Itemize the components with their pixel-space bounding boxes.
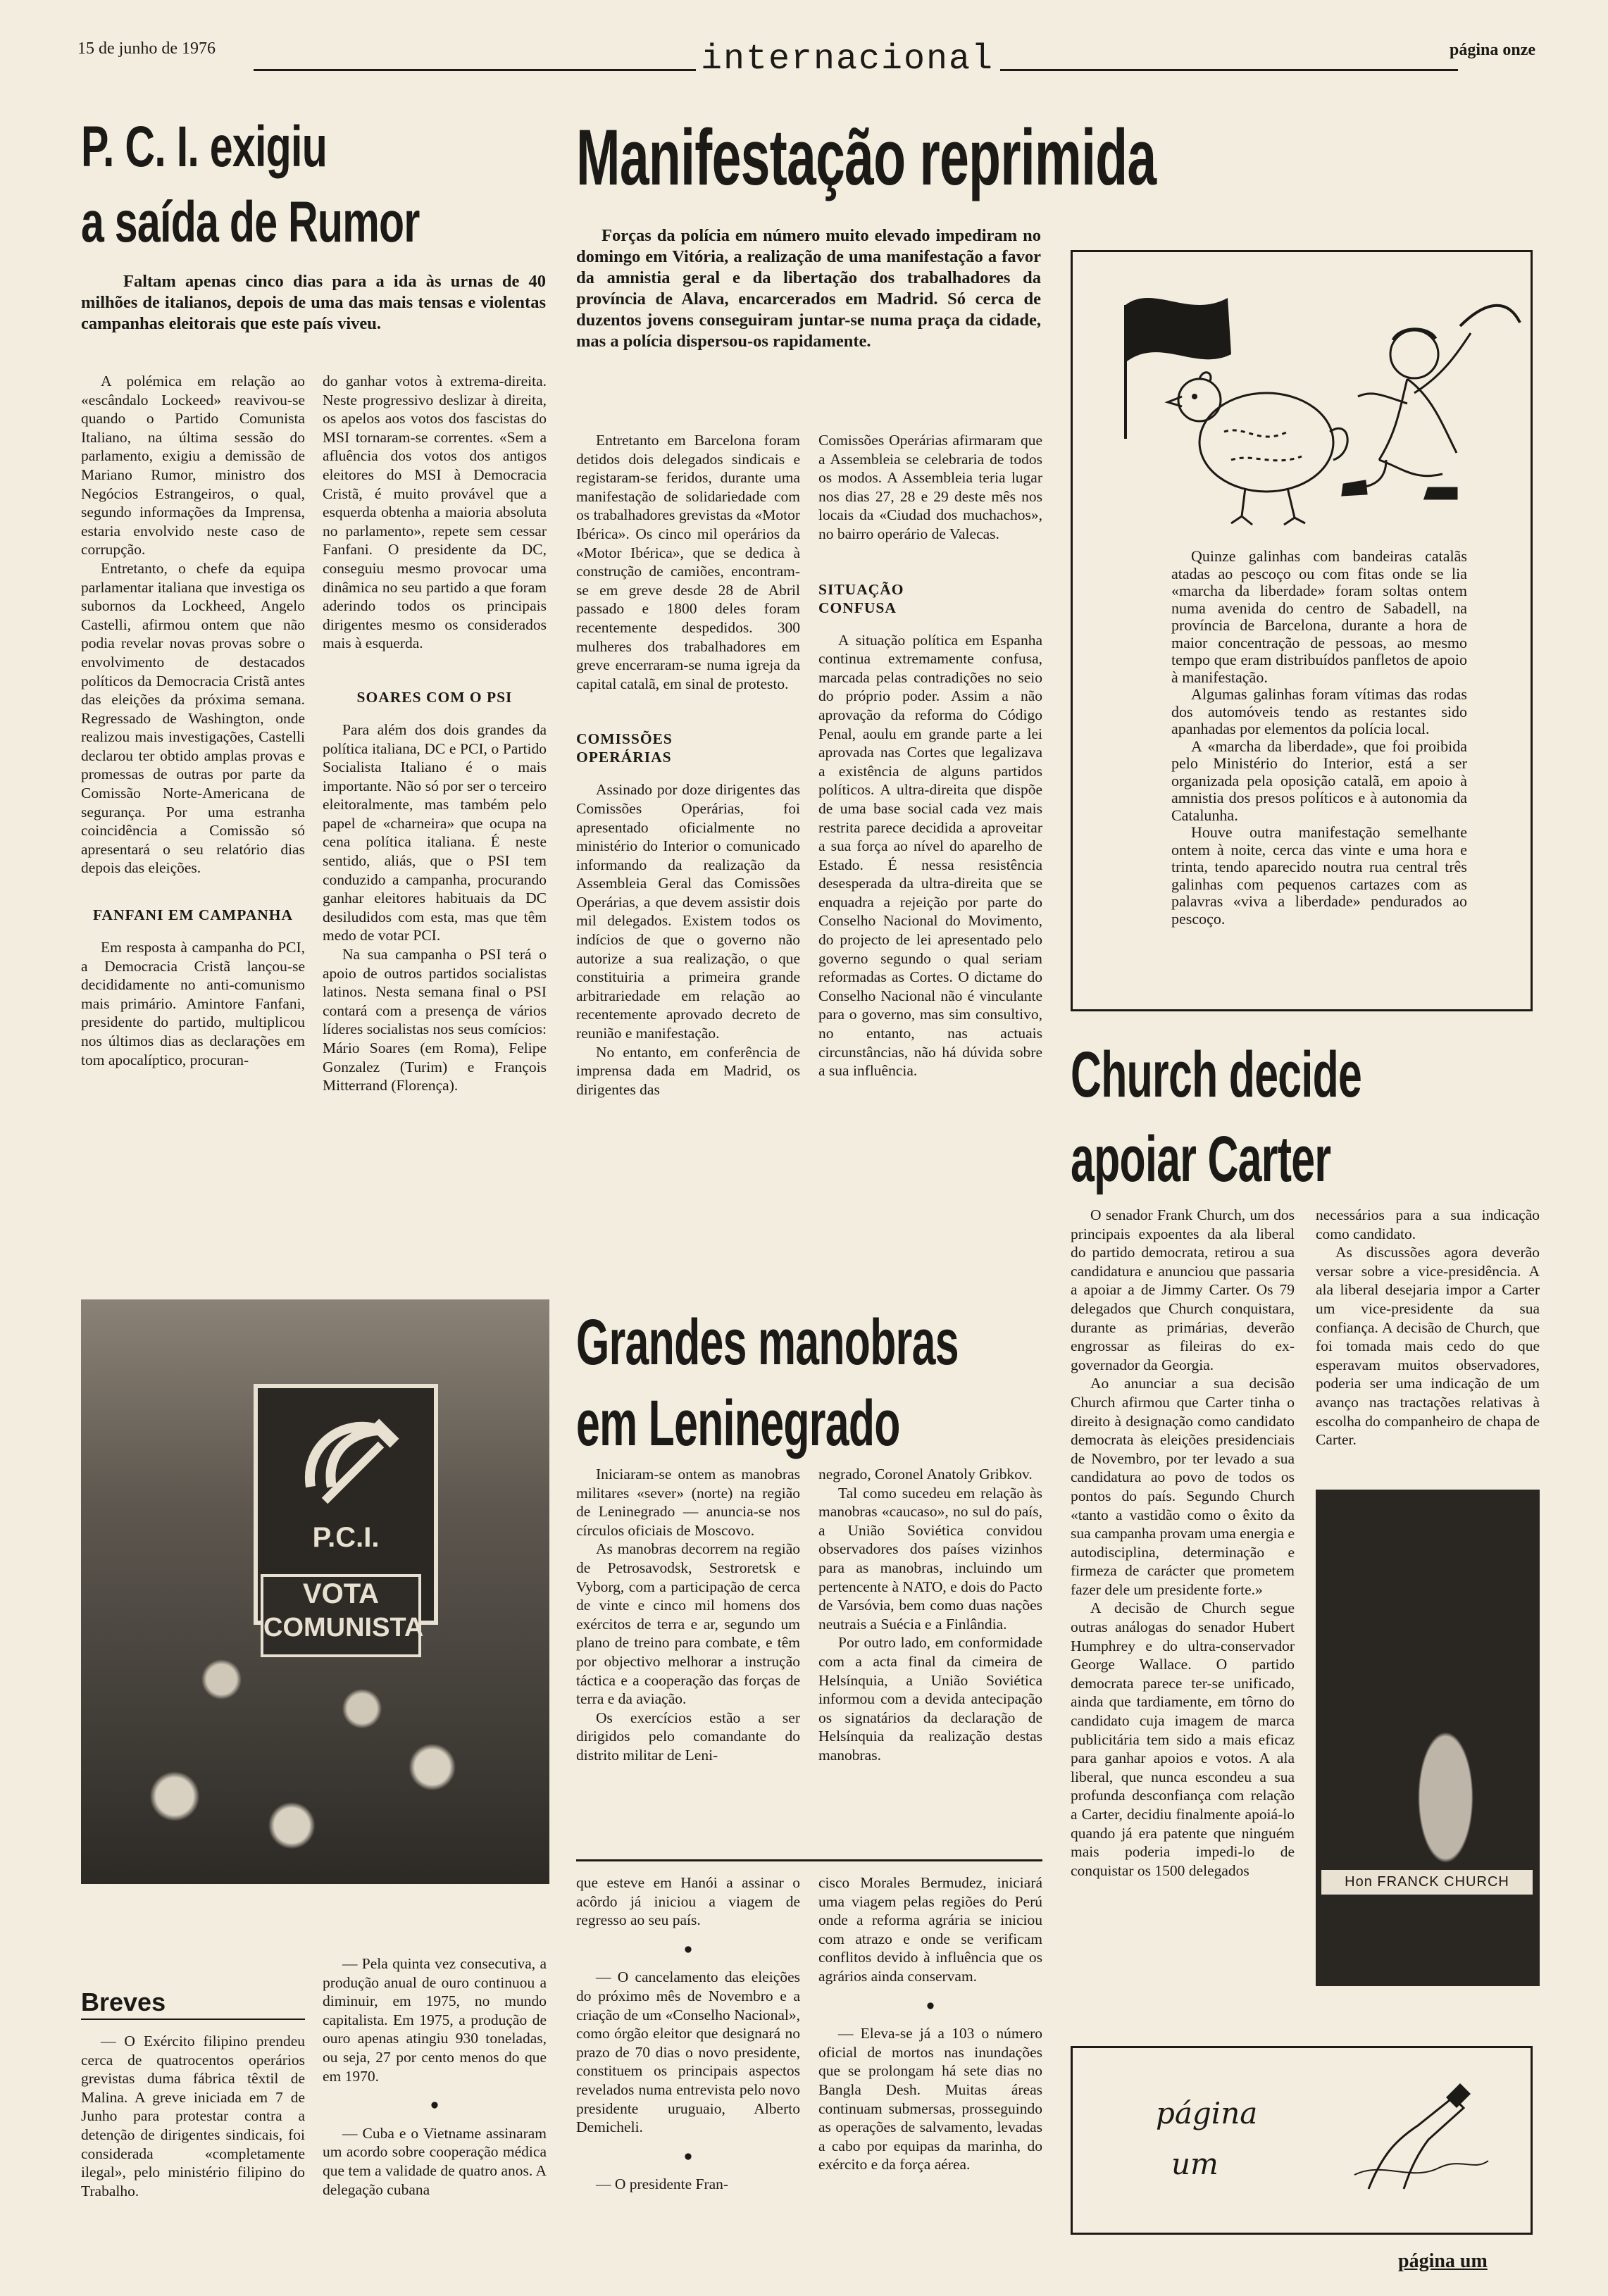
breves-rule bbox=[81, 2019, 305, 2020]
paragraph: do ganhar votos à extrema-direita. Neste progressivo deslizar à direita, os apelos aos votos dos fascistas do MSI tornaram-se correntes. «Sem a afluência dos votos dos antigos eleitores do MSI à Democracia Cristã, é muito provável que a esquerda obtenha a maioria absoluta no parlamento», repete sem cessar Fanfani. O presidente da DC, conseguiu mesmo provocar uma dinâmica no seu partido a que foram aderindo todos os principais dirigentes mesmo os considerados mais à esquerda. bbox=[323, 373, 547, 652]
church-column-1 bbox=[1071, 1206, 1295, 1880]
paragraph: — O cancelamento das eleições do próximo mês de Novembro e a criação de um «Conselho Nacional», como órgão eleitor que designará no prazo de 70 dias o novo presidente, constituem os principais aspectos revelados numa entrevista pelo novo presidente uruguaio, Alberto Demicheli. bbox=[576, 1969, 800, 2136]
paragraph: Ao anunciar a sua decisão Church afirmou que Carter tinha o direito à designação como candidato democrata às eleições presidenciais de Novembro, por ter levado a sua candidatura ao povo de todos os pontos do país. Segundo Church «tanto a vastidão como o êxito da sua campanha provam uma energia e autodisciplina, determinação e firmeza de carácter que prometem fazer dele um presidente forte.» bbox=[1071, 1375, 1295, 1598]
separator: ● bbox=[430, 2096, 440, 2114]
pci-title-line2: a saída de Rumor bbox=[81, 190, 420, 254]
pagina-um-box bbox=[1071, 2046, 1533, 2235]
manif-column-1 bbox=[576, 431, 800, 1099]
hammer-sickle-icon bbox=[275, 1402, 416, 1522]
paragraph: Comissões Operárias afirmaram que a Assembleia se celebraria de todos os modos. A Assembleia teria lugar nos dias 27, 28 e 29 deste mês nos locais da «Ciudad dos muchachos», no bairro operário de Valecas. bbox=[818, 432, 1042, 542]
pci-column-1 bbox=[81, 372, 305, 1069]
cartoon-box bbox=[1071, 250, 1533, 1011]
paragraph: A decisão de Church segue outras análogas do senador Hubert Humphrey e do ultra-conservador George Wallace. O partido democrata parece ter-se unificado, ainda que tardiamente, em tôrno do candidato cuja imagem de marca publicitária tem sido a mais eficaz para ganhar apoios e votos. A ala liberal, que nunca escondeu a sua profunda desconfiança com relação a Carter, decidiu finalmente apoiá-lo quando já era patente que ninguém mais poderia impedi-lo de conquistar os 1500 delegados bbox=[1071, 1599, 1295, 1879]
pagina-um-handwritten-line2: um bbox=[1171, 2147, 1219, 2181]
paragraph: necessários para a sua indicação como candidato. bbox=[1316, 1206, 1540, 1242]
manif-column-2 bbox=[818, 431, 1042, 1080]
hand-writing-icon bbox=[1340, 2076, 1495, 2203]
masthead-rule-left bbox=[254, 69, 696, 71]
leningrado-title-line2: em Leninegrado bbox=[576, 1387, 900, 1459]
pagina-um-handwritten-line1: página bbox=[1156, 2096, 1258, 2130]
pci-rally-photo bbox=[81, 1299, 549, 1884]
breves-column-2 bbox=[323, 1954, 547, 2199]
pci-column-2 bbox=[323, 372, 547, 1095]
masthead-section: internacional bbox=[701, 39, 995, 80]
church-column-2 bbox=[1316, 1206, 1540, 1449]
separator: ● bbox=[683, 1940, 693, 1957]
masthead-page: página onze bbox=[1449, 41, 1535, 59]
photo-placard: Hon FRANCK CHURCH bbox=[1321, 1870, 1533, 1895]
subhead: SOARES COM O PSI bbox=[356, 688, 513, 706]
paragraph: negrado, Coronel Anatoly Gribkov. bbox=[818, 1466, 1033, 1483]
paragraph: Assinado por doze dirigentes das Comissões Operárias, foi apresentado oficialmente no ministério do Interior o comunicado informando da realização da Assembleia Geral das Comissões Operárias, a que devem assistir dois mil delegados. Existem todos os indícios de que o governo não autorize a sua realização, o que constituiria a primeira grande arbitrariedade em relação ao recentemente aprovado decreto de reunião e manifestação. bbox=[576, 781, 800, 1042]
paragraph: Houve outra manifestação semelhante ontem à noite, cerca das vinte e uma hora e trinta, tendo aparecido noutra rua central três galinhas com pequenos cartazes com as palavras «viva a liberdade» pendurados ao pescoço. bbox=[1171, 823, 1467, 928]
subhead: FANFANI EM CAMPANHA bbox=[92, 906, 294, 924]
paragraph: Algumas galinhas foram vítimas das rodas dos automóveis tendo as restantes sido apanhadas por elementos da polícia local. bbox=[1171, 685, 1467, 737]
masthead-date: 15 de junho de 1976 bbox=[77, 39, 216, 58]
divider bbox=[576, 1859, 1042, 1861]
leningrado-title-line1: Grandes manobras bbox=[576, 1306, 959, 1378]
paragraph: — Eleva-se já a 103 o número oficial de mortos nas inundações que se prolongam há sete dias no Bangla Desh. Muitas áreas continuam submersas, prosseguindo as operações de salvamento, levadas a cabo por equipas da marinha, do exército e da força aérea. bbox=[818, 2025, 1042, 2173]
running-man-icon bbox=[1342, 306, 1520, 499]
separator: ● bbox=[683, 2147, 693, 2164]
paragraph: Na sua campanha o PSI terá o apoio de outros partidos socialistas latinos. Nesta semana final o PSI contará com a presença de vários líderes socialistas nos seus comícios: Mário Soares (em Roma), Felipe Gonzalez (Turim) e François Mitterrand (Florença). bbox=[323, 946, 547, 1094]
leningrado-column-1 bbox=[576, 1465, 800, 1765]
paragraph: Quinze galinhas com bandeiras catalãs atadas ao pescoço ou com fitas onde se lia «marcha da liberdade» foram soltas ontem numa avenida do centro de Sabadell, na província de Barcelona, durante a hora de maior concentração de pessoas, ao mesmo tempo que eram distribuídos panfletos de apoio à manifestação. bbox=[1171, 547, 1467, 686]
paragraph: Em resposta à campanha do PCI, a Democracia Cristã lançou-se decididamente no anti-comunismo mais primário. Amintore Fanfani, presidente do partido, multiplicou nos últimos dias as declarações em tom apocalíptico, procuran- bbox=[81, 939, 305, 1068]
paragraph: Iniciaram-se ontem as manobras militares «sever» (norte) na região de Leninegrado — anuncia-se nos círculos oficiais de Moscovo. bbox=[576, 1466, 800, 1539]
pci-title-line1: P. C. I. exigiu bbox=[81, 115, 328, 179]
cartoon-illustration bbox=[1076, 256, 1527, 551]
paragraph: — O presidente Fran- bbox=[596, 2176, 729, 2193]
vote-sign bbox=[261, 1574, 424, 1657]
paragraph: Entretanto em Barcelona foram detidos dois delegados sindicais e registaram-se feridos, durante uma manifestação de solidariedade com os trabalhadores grevistas da «Motor Ibérica». Os cinco mil operários da «Motor Ibérica», que se dedica à construção de camiões, encontram-se em greve desde 28 de Abril passado e 1800 deles foram recentemente despedidos. 300 mulheres dos trabalhadores em greve encerraram-se numa igreja da capital catalã, em sinal de protesto. bbox=[576, 432, 800, 692]
paragraph: Por outro lado, em conformidade com a acta final da cimeira de Helsínquia, a União Soviética informou com a devida antecipação os signatários da declaração de Helsínquia da realização destas manobras. bbox=[818, 1634, 1042, 1764]
breves-column-4 bbox=[818, 1873, 1042, 2174]
paragraph: A polémica em relação ao «escândalo Lockeed» reavivou-se quando o Partido Comunista Italiano, na última sessão do parlamento, exigiu a demissão de Mariano Rumor, ministro dos Negócios Estrangeiros, o qual, segundo informações da Imprensa, estaria envolvido neste caso de corrupção. bbox=[81, 373, 305, 559]
paragraph: Para além dos dois grandes da política italiana, DC e PCI, o Partido Socialista Italiano é o mais importante. Não só por ser o terceiro eleitoralmente, mas também pelo papel de «charneira» que ocupa na cena política italiana. É neste sentido, aliás, que o PSI tem conduzido a campanha, procurando ganhar eleitores habituais da DC desiludidos com esta, mas que têm medo de votar PCI. bbox=[323, 720, 547, 944]
cartoon-caption bbox=[1171, 548, 1467, 928]
paragraph: No entanto, em conferência de imprensa dada em Madrid, os dirigentes das bbox=[576, 1043, 800, 1098]
paragraph: cisco Morales Bermudez, iniciará uma viagem pelas regiões do Perú onde a reforma agrária se iniciou com atrazo e onde se verificam conflitos devido à influência que os agrários ainda conservam. bbox=[818, 1874, 1042, 1985]
vote-sign-line2: COMUNISTA bbox=[263, 1613, 424, 1642]
paragraph: As manobras decorrem na região de Petrosavodsk, Sestroretsk e Vyborg, com a participação de cerca de vinte e cinco mil homens dos exércitos de terra e ar, segundo um plano de treino para combate, e têm por objectivo melhorar a instrução táctica e a cooperação das forças de terra e da aviação. bbox=[576, 1540, 800, 1708]
church-photo bbox=[1316, 1490, 1540, 1986]
breves-column-3 bbox=[576, 1873, 800, 2194]
paragraph: — Pela quinta vez consecutiva, a produção anual de ouro continuou a diminuir, em 1975, no mundo capitalista. Em 1975, a produção de ouro apenas atingiu 930 toneladas, ou seja, 27 por cento menos do que em 1970. bbox=[323, 1955, 547, 2085]
leningrado-column-2 bbox=[818, 1465, 1042, 1765]
masthead-rule-right bbox=[1000, 69, 1458, 71]
masthead bbox=[77, 34, 1535, 80]
paragraph: Entretanto, o chefe da equipa parlamentar italiana que investiga os subornos da Lockheed, Angelo Castelli, afirmou ontem que não podia revelar novas provas sobre o envolvimento de destacados políticos da Democracia Cristã antes das eleições da próxima semana. Regressado de Washington, onde realizou mais investigações, Castelli declarou ter obtido amplas provas e promessas de outras por parte da Comissão Norte-Americana de segurança. Por uma estranha coincidência a Comissão só apresentará o seu relatório dias depois das eleições. bbox=[81, 559, 305, 877]
church-title-line1: Church decide bbox=[1071, 1039, 1362, 1111]
vote-sign-line1: VOTA bbox=[302, 1578, 380, 1609]
church-title-line2: apoiar Carter bbox=[1071, 1123, 1331, 1195]
manif-lead: Forças da polícia em número muito elevado impediram no domingo em Vitória, a realização de uma manifestação a favor da amnistia geral e da libertação dos trabalhadores da província de Alava, encarcerados em Madrid. Só cerca de duzentos jovens conseguiram juntar-se numa praça da cidade, mas a polícia dispersou-os rapidamente. bbox=[576, 226, 1041, 351]
paragraph: A situação política em Espanha continua extremamente confusa, marcada pelas contradições no seio do próprio poder. Assim a não aprovação da reforma do Código Penal, aoulu em grande parte a lei aprovada nas Cortes que legalizava a existência de alguns partidos políticos. A ultra-direita que dispõe de uma base social cada vez mais restrita parece decidida a aproveitar a sua força ao nível do aparelho de Estado. É nessa resistência desesperada da ultra-direita que se enquadra a rejeição por parte do Conselho Nacional do Movimento, do projecto de lei apresentado pelo governo segundo o qual seriam reformadas as Cortes. O dictame do Conselho Nacional não é vinculante para o governo, mas sim consultivo, no entanto, nas actuais circunstâncias, não há dúvida sobre a sua influência. bbox=[818, 631, 1042, 1080]
paragraph: A «marcha da liberdade», que foi proibida pelo Ministério do Interior, está a ser organizada pela oposição catalã, em apoio à amnistia dos presos políticos e à autonomia da Catalunha. bbox=[1171, 737, 1467, 824]
paragraph: Os exercícios estão a ser dirigidos pelo comandante do distrito militar de Leni- bbox=[576, 1709, 800, 1764]
subhead: SITUAÇÃO CONFUSA bbox=[818, 580, 904, 616]
paragraph: que esteve em Hanói a assinar o acôrdo já iniciou a viagem de regresso ao seu país. bbox=[576, 1874, 800, 1929]
paragraph: — Cuba e o Vietname assinaram um acordo sobre cooperação médica que tem a validade de quatro anos. A delegação cubana bbox=[323, 2124, 547, 2198]
breves-title: Breves bbox=[81, 1988, 166, 2016]
manif-title: Manifestação reprimida bbox=[576, 113, 1157, 201]
subhead: COMISSÕES OPERÁRIAS bbox=[576, 730, 673, 766]
breves-column-1 bbox=[81, 2032, 305, 2200]
paragraph: As discussões agora deverão versar sobre a vice-presidência. A ala liberal desejaria impor a Carter um vice-presidente da sua confiança. A decisão de Church, que foi tomada mais cedo do que esperavam muitos observadores, poderia ser uma indicação de um avanço nas tractações relativas à escolha do companheiro de chapa de Carter. bbox=[1316, 1244, 1540, 1449]
banner-label: P.C.I. bbox=[312, 1522, 380, 1553]
paragraph: — O Exército filipino prendeu cerca de quatrocentos operários grevistas duma fábrica têxtil de Malina. A greve iniciada em 7 de Junho para protestar contra a detenção de dirigentes sindicais, foi considerada «completamente ilegal», pelo ministério filipino do Trabalho. bbox=[81, 2033, 305, 2200]
paragraph: Tal como sucedeu em relação às manobras «caucaso», no sul do país, a União Soviética convidou observadores dos países vizinhos para as manobras, incluindo um pertencente à NATO, e dois do Pacto de Varsóvia, bem como duas nações neutrais a Suécia e a Finlândia. bbox=[818, 1484, 1042, 1633]
pagina-um-link[interactable]: página um bbox=[1398, 2250, 1488, 2272]
paragraph: O senador Frank Church, um dos principais expoentes da ala liberal do partido democrata, retirou a sua candidatura e anunciou que passaria a apoiar a de Jimmy Carter. Os 79 delegados que Church conquistara, durante as primárias, deverão engrossar as fileiras do ex-governador da Georgia. bbox=[1071, 1206, 1295, 1373]
separator: ● bbox=[925, 1996, 935, 2014]
pci-lead: Faltam apenas cinco dias para a ida às urnas de 40 milhões de italianos, depois de uma das mais tensas e violentas campanhas eleitorais que este país viveu. bbox=[81, 272, 546, 333]
